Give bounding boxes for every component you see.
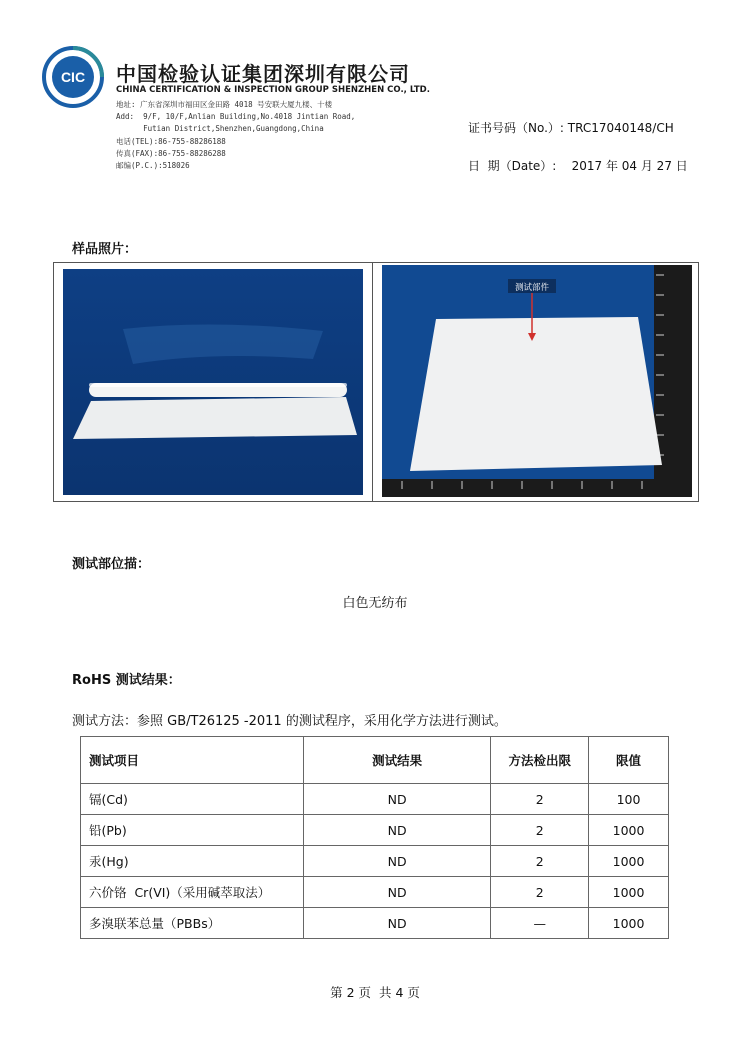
test-item: 六价铬 Cr(VI)（采用碱萃取法） [81,877,304,908]
test-result: ND [303,846,490,877]
logo-text: CIC [60,69,86,85]
table-row [81,846,669,877]
detection-limit: — [491,908,589,939]
test-result: ND [303,908,490,939]
test-item: 多溴联苯总量（PBBs） [81,908,304,939]
limit-value: 100 [589,784,669,815]
limit-value: 1000 [589,846,669,877]
column-header: 方法检出限 [491,737,589,784]
column-header: 限值 [589,737,669,784]
fax-line: 传真(FAX):86-755-88286288 [116,149,226,158]
page-number: 第 2 页 共 4 页 [330,985,420,1000]
column-header: 测试项目 [81,737,304,784]
certificate-number: 证书号码（No.）: TRC17040148/CH [468,121,674,135]
test-part-description: 白色无纺布 [342,596,408,611]
table-row [81,877,669,908]
company-name-cn: 中国检验认证集团深圳有限公司 [116,62,410,86]
postcode-line: 邮编(P.C.):518026 [116,161,190,170]
limit-value: 1000 [589,877,669,908]
detection-limit: 2 [491,877,589,908]
test-part-label: 测试部件 [514,283,550,293]
test-result: ND [303,815,490,846]
test-item: 铅(Pb) [81,815,304,846]
detection-limit: 2 [491,815,589,846]
table-header-row [81,737,669,784]
rohs-heading: RoHS 测试结果： [72,673,181,688]
sample-photo-sheet [382,265,692,497]
address-line: Futian District,Shenzhen,Guangdong,China [116,124,324,133]
sample-photos-heading: 样品照片： [72,242,138,257]
certificate-date: 日 期（Date）: 2017 年 04 月 27 日 [468,159,688,173]
address-line: Add: 9/F, 10/F,Anlian Building,No.4018 Jintian Road, [116,112,356,121]
address-line: 地址: 广东省深圳市福田区金田路 4018 号安联大厦九楼、十楼 [116,100,333,109]
table-row [81,908,669,939]
sample-photo-roll [63,269,363,495]
company-name-en: CHINA CERTIFICATION & INSPECTION GROUP SHENZHEN CO., LTD. [116,85,430,95]
test-result: ND [303,877,490,908]
rohs-results-table [80,736,669,939]
table-row [81,815,669,846]
detection-limit: 2 [491,846,589,877]
column-header: 测试结果 [303,737,490,784]
test-part-heading: 测试部位描： [72,557,151,572]
table-row [81,784,669,815]
phone-line: 电话(TEL):86-755-88286188 [116,137,226,146]
limit-value: 1000 [589,908,669,939]
cic-logo [42,46,104,108]
test-result: ND [303,784,490,815]
test-method: 测试方法：参照 GB/T26125 -2011 的测试程序，采用化学方法进行测试。 [72,714,507,729]
test-item: 汞(Hg) [81,846,304,877]
photo-divider [372,262,373,502]
test-item: 镉(Cd) [81,784,304,815]
limit-value: 1000 [589,815,669,846]
detection-limit: 2 [491,784,589,815]
